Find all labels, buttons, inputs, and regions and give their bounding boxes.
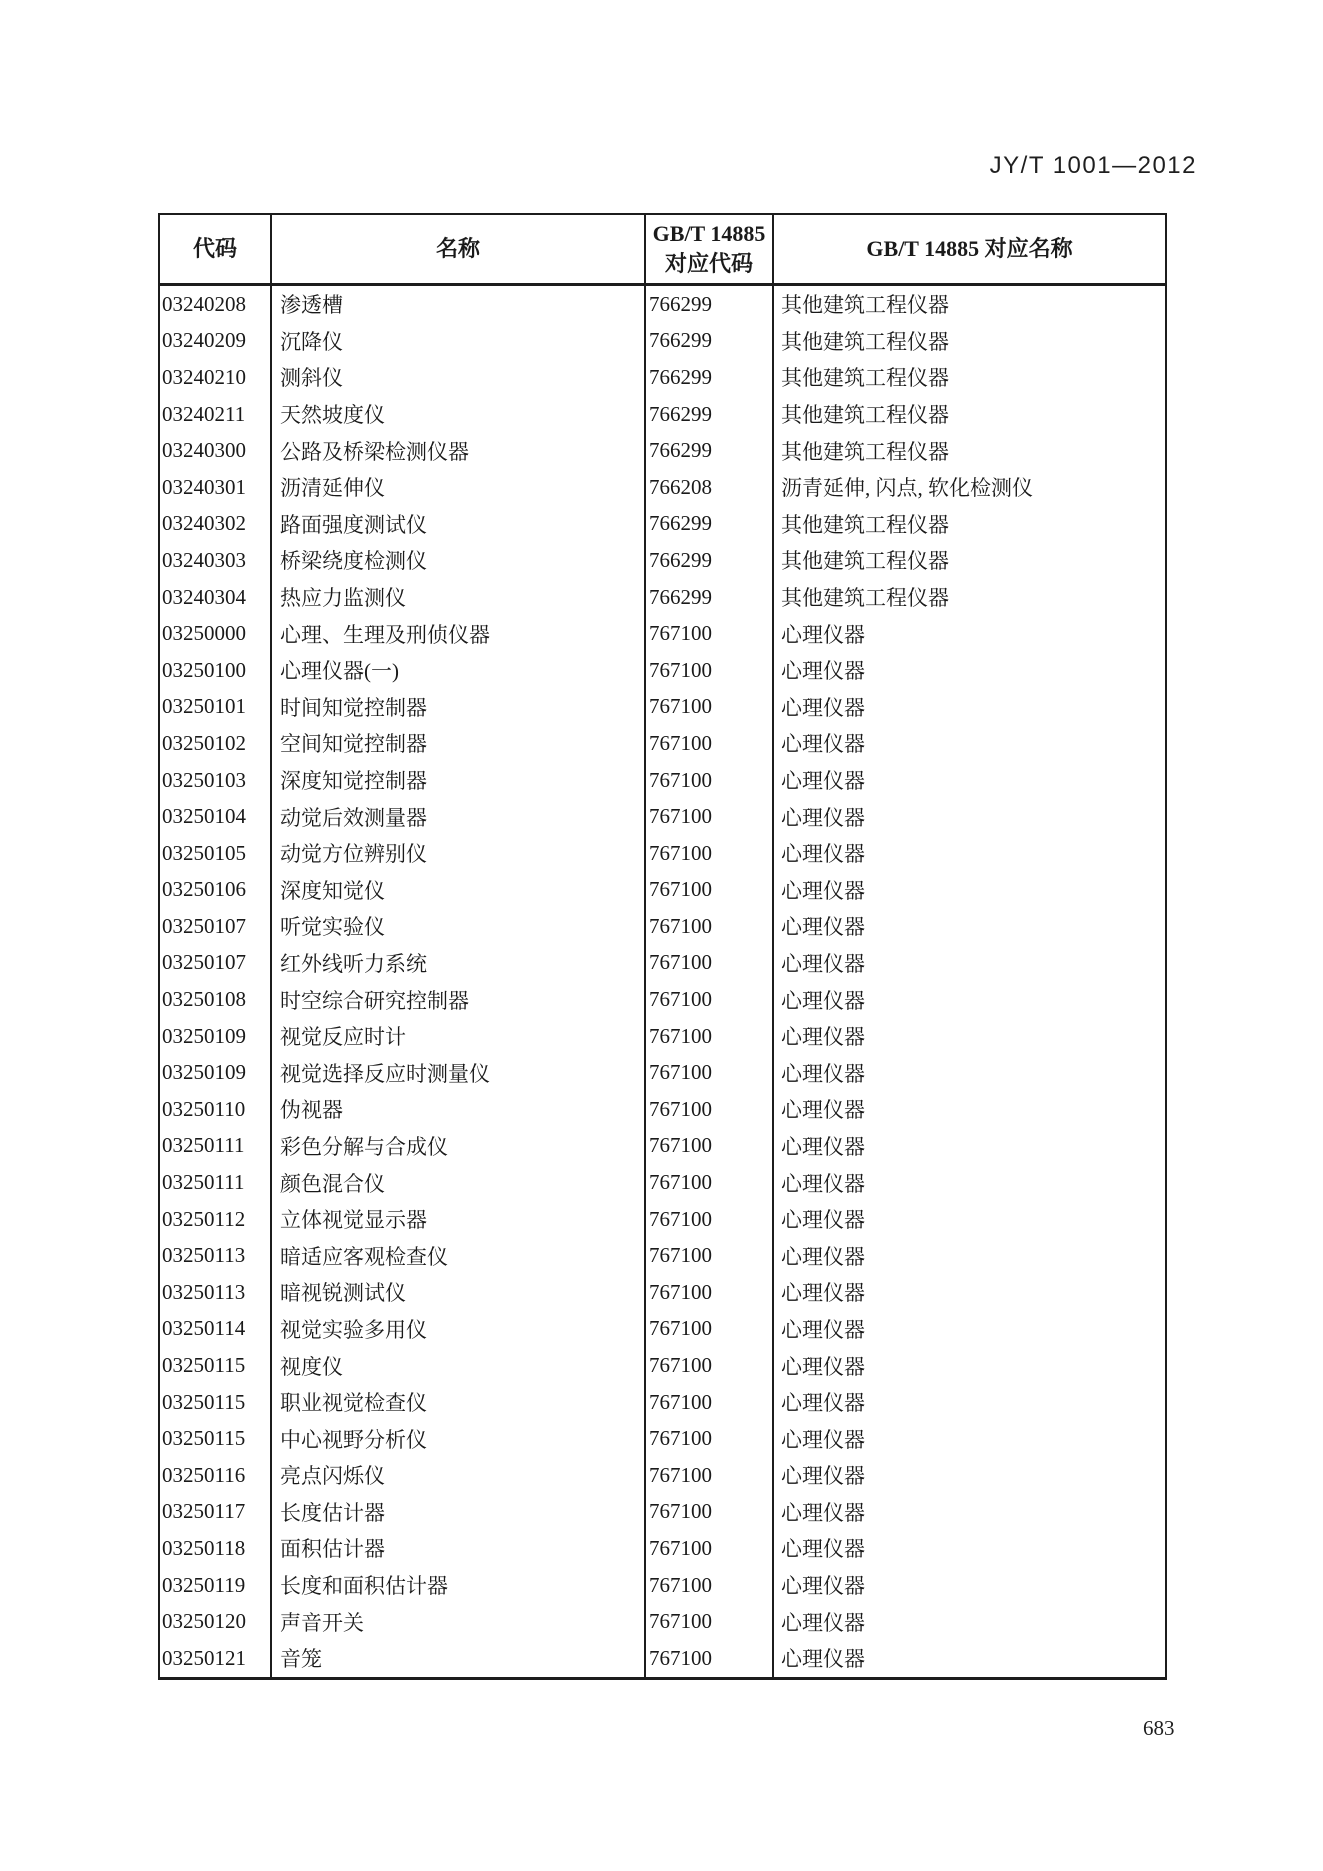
table-row [160, 1603, 1165, 1640]
header-gb-name [774, 215, 1165, 283]
cell-code: 03240301 [160, 469, 272, 506]
cell-name: 颜色混合仪 [272, 1164, 646, 1201]
table-row [160, 396, 1165, 433]
cell-code: 03250101 [160, 689, 272, 726]
header-name [272, 215, 646, 283]
cell-name: 深度知觉仪 [272, 872, 646, 909]
cell-gb-name: 心理仪器 [781, 1244, 865, 1269]
table-row [160, 359, 1165, 396]
header-gb-name-label: GB/T 14885 对应名称 [866, 236, 1073, 261]
cell-code: 03250107 [160, 908, 272, 945]
cell-code: 03250105 [160, 835, 272, 872]
cell-gb-code: 767100 [646, 1018, 774, 1055]
cell-gb-name: 心理仪器 [781, 1354, 865, 1379]
table-row [160, 798, 1165, 835]
cell-gb-name: 其他建筑工程仪器 [781, 403, 949, 428]
cell-name: 声音开关 [272, 1603, 646, 1640]
cell-name: 面积估计器 [272, 1530, 646, 1567]
cell-name: 测斜仪 [272, 359, 646, 396]
cell-gb-name: 心理仪器 [781, 1610, 865, 1635]
cell-gb-name: 心理仪器 [781, 878, 865, 903]
cell-gb-name: 心理仪器 [781, 988, 865, 1013]
cell-gb-code: 766299 [646, 506, 774, 543]
cell-name: 中心视野分析仪 [272, 1420, 646, 1457]
cell-name: 暗视锐测试仪 [272, 1274, 646, 1311]
cell-name: 长度和面积估计器 [272, 1567, 646, 1604]
cell-gb-name: 心理仪器 [781, 1171, 865, 1196]
cell-gb-name: 心理仪器 [781, 951, 865, 976]
cell-gb-code: 767100 [646, 1567, 774, 1604]
cell-gb-name: 其他建筑工程仪器 [781, 439, 949, 464]
cell-code: 03250102 [160, 725, 272, 762]
cell-gb-code: 766299 [646, 542, 774, 579]
cell-name: 伪视器 [272, 1091, 646, 1128]
cell-gb-name: 心理仪器 [781, 1427, 865, 1452]
cell-gb-name: 心理仪器 [781, 1025, 865, 1050]
cell-gb-code: 767100 [646, 1530, 774, 1567]
cell-code: 03250120 [160, 1603, 272, 1640]
cell-name: 职业视觉检查仪 [272, 1384, 646, 1421]
cell-name: 沉降仪 [272, 323, 646, 360]
cell-name: 深度知觉控制器 [272, 762, 646, 799]
cell-gb-name: 心理仪器 [781, 805, 865, 830]
table-row [160, 1420, 1165, 1457]
cell-gb-name: 其他建筑工程仪器 [781, 329, 949, 354]
cell-gb-name: 心理仪器 [781, 1317, 865, 1342]
table-row [160, 1347, 1165, 1384]
header-code-label: 代码 [192, 236, 237, 261]
cell-code: 03250100 [160, 652, 272, 689]
code-mapping-table [158, 213, 1167, 1680]
cell-name: 音笼 [272, 1640, 646, 1677]
cell-name: 天然坡度仪 [272, 396, 646, 433]
cell-code: 03250112 [160, 1201, 272, 1238]
cell-gb-code: 767100 [646, 945, 774, 982]
cell-gb-name: 心理仪器 [781, 695, 865, 720]
cell-gb-name: 心理仪器 [781, 1464, 865, 1489]
cell-gb-code: 766299 [646, 323, 774, 360]
cell-name: 时空综合研究控制器 [272, 981, 646, 1018]
cell-gb-code: 767100 [646, 908, 774, 945]
table-row [160, 945, 1165, 982]
cell-gb-name: 心理仪器 [781, 1647, 865, 1672]
cell-code: 03240211 [160, 396, 272, 433]
cell-code: 03250000 [160, 615, 272, 652]
cell-code: 03250113 [160, 1237, 272, 1274]
cell-gb-code: 767100 [646, 798, 774, 835]
table-row [160, 286, 1165, 323]
cell-gb-code: 767100 [646, 1494, 774, 1531]
cell-gb-name: 心理仪器 [781, 659, 865, 684]
cell-name: 时间知觉控制器 [272, 689, 646, 726]
table-row [160, 1054, 1165, 1091]
cell-code: 03250117 [160, 1494, 272, 1531]
cell-gb-name: 其他建筑工程仪器 [781, 293, 949, 318]
header-gb-code [646, 215, 774, 283]
cell-name: 动觉后效测量器 [272, 798, 646, 835]
cell-name: 沥清延伸仪 [272, 469, 646, 506]
cell-code: 03250115 [160, 1384, 272, 1421]
table-row [160, 1530, 1165, 1567]
table-row [160, 1567, 1165, 1604]
cell-name: 渗透槽 [272, 286, 646, 323]
table-row [160, 1274, 1165, 1311]
cell-name: 路面强度测试仪 [272, 506, 646, 543]
cell-name: 视觉实验多用仪 [272, 1311, 646, 1348]
cell-gb-code: 767100 [646, 1164, 774, 1201]
cell-name: 长度估计器 [272, 1494, 646, 1531]
cell-gb-name: 心理仪器 [781, 732, 865, 757]
table-header-row [160, 215, 1165, 286]
table-row [160, 1164, 1165, 1201]
cell-gb-name: 心理仪器 [781, 622, 865, 647]
table-row [160, 615, 1165, 652]
table-row [160, 1018, 1165, 1055]
cell-code: 03250115 [160, 1347, 272, 1384]
cell-gb-name: 心理仪器 [781, 1098, 865, 1123]
cell-name: 空间知觉控制器 [272, 725, 646, 762]
cell-gb-name: 心理仪器 [781, 842, 865, 867]
cell-gb-code: 767100 [646, 1384, 774, 1421]
cell-name: 视觉反应时计 [272, 1018, 646, 1055]
cell-name: 心理仪器(一) [272, 652, 646, 689]
cell-gb-code: 767100 [646, 1347, 774, 1384]
table-row [160, 1494, 1165, 1531]
table-row [160, 1384, 1165, 1421]
cell-gb-name: 其他建筑工程仪器 [781, 512, 949, 537]
page-number: 683 [1143, 1716, 1175, 1740]
table-row [160, 872, 1165, 909]
cell-gb-code: 767100 [646, 1201, 774, 1238]
cell-gb-code: 767100 [646, 1128, 774, 1165]
cell-code: 03250109 [160, 1054, 272, 1091]
cell-gb-code: 767100 [646, 1091, 774, 1128]
cell-name: 热应力监测仪 [272, 579, 646, 616]
cell-name: 视度仪 [272, 1347, 646, 1384]
table-row [160, 469, 1165, 506]
table-body [160, 286, 1165, 1677]
cell-code: 03250113 [160, 1274, 272, 1311]
cell-name: 听觉实验仪 [272, 908, 646, 945]
table-row [160, 542, 1165, 579]
cell-gb-code: 767100 [646, 615, 774, 652]
cell-code: 03250118 [160, 1530, 272, 1567]
cell-gb-name: 心理仪器 [781, 769, 865, 794]
cell-gb-name: 其他建筑工程仪器 [781, 549, 949, 574]
table-row [160, 1311, 1165, 1348]
cell-code: 03240209 [160, 323, 272, 360]
cell-code: 03250111 [160, 1128, 272, 1165]
table-row [160, 1128, 1165, 1165]
cell-gb-code: 767100 [646, 872, 774, 909]
cell-gb-code: 766299 [646, 396, 774, 433]
table-row [160, 432, 1165, 469]
cell-code: 03250110 [160, 1091, 272, 1128]
cell-gb-name: 心理仪器 [781, 1537, 865, 1562]
header-code [160, 215, 272, 283]
cell-code: 03250108 [160, 981, 272, 1018]
table-row [160, 835, 1165, 872]
cell-gb-code: 767100 [646, 1457, 774, 1494]
cell-name: 红外线听力系统 [272, 945, 646, 982]
cell-gb-name: 心理仪器 [781, 1391, 865, 1416]
header-gb-code-line2: 对应代码 [664, 251, 753, 276]
cell-gb-name: 其他建筑工程仪器 [781, 366, 949, 391]
cell-code: 03250107 [160, 945, 272, 982]
cell-code: 03240302 [160, 506, 272, 543]
table-row [160, 1640, 1165, 1677]
cell-gb-code: 767100 [646, 762, 774, 799]
cell-gb-name: 沥青延伸, 闪点, 软化检测仪 [781, 476, 1033, 501]
table-row [160, 689, 1165, 726]
table-row [160, 908, 1165, 945]
header-name-label: 名称 [435, 236, 480, 261]
cell-code: 03240208 [160, 286, 272, 323]
cell-gb-code: 766299 [646, 579, 774, 616]
cell-name: 桥梁绕度检测仪 [272, 542, 646, 579]
cell-code: 03250104 [160, 798, 272, 835]
cell-gb-code: 767100 [646, 1420, 774, 1457]
cell-code: 03250116 [160, 1457, 272, 1494]
cell-gb-code: 766299 [646, 432, 774, 469]
cell-name: 立体视觉显示器 [272, 1201, 646, 1238]
table-row [160, 1457, 1165, 1494]
cell-name: 暗适应客观检查仪 [272, 1237, 646, 1274]
cell-code: 03240300 [160, 432, 272, 469]
cell-gb-code: 767100 [646, 725, 774, 762]
cell-gb-code: 767100 [646, 689, 774, 726]
cell-gb-name: 心理仪器 [781, 1574, 865, 1599]
cell-name: 亮点闪烁仪 [272, 1457, 646, 1494]
cell-gb-code: 767100 [646, 1237, 774, 1274]
cell-gb-code: 767100 [646, 981, 774, 1018]
cell-code: 03250115 [160, 1420, 272, 1457]
cell-gb-name: 心理仪器 [781, 1134, 865, 1159]
cell-name: 心理、生理及刑侦仪器 [272, 615, 646, 652]
cell-code: 03250111 [160, 1164, 272, 1201]
cell-gb-name: 其他建筑工程仪器 [781, 586, 949, 611]
cell-gb-name: 心理仪器 [781, 1208, 865, 1233]
cell-gb-code: 767100 [646, 835, 774, 872]
table-row [160, 725, 1165, 762]
cell-gb-name: 心理仪器 [781, 1500, 865, 1525]
cell-code: 03240304 [160, 579, 272, 616]
cell-gb-code: 766299 [646, 286, 774, 323]
cell-name: 视觉选择反应时测量仪 [272, 1054, 646, 1091]
cell-code: 03240210 [160, 359, 272, 396]
table-row [160, 1237, 1165, 1274]
cell-code: 03250103 [160, 762, 272, 799]
table-row [160, 652, 1165, 689]
cell-code: 03250106 [160, 872, 272, 909]
cell-gb-name: 心理仪器 [781, 1061, 865, 1086]
cell-gb-code: 767100 [646, 1603, 774, 1640]
table-row [160, 506, 1165, 543]
cell-gb-code: 767100 [646, 1054, 774, 1091]
cell-gb-name: 心理仪器 [781, 1281, 865, 1306]
table-row [160, 323, 1165, 360]
cell-code: 03250121 [160, 1640, 272, 1677]
header-gb-code-line1: GB/T 14885 [652, 221, 766, 246]
cell-code: 03250119 [160, 1567, 272, 1604]
cell-gb-code: 766299 [646, 359, 774, 396]
cell-gb-code: 767100 [646, 652, 774, 689]
cell-name: 公路及桥梁检测仪器 [272, 432, 646, 469]
table-row [160, 1091, 1165, 1128]
standard-code: JY/T 1001—2012 [989, 152, 1197, 179]
table-row [160, 981, 1165, 1018]
cell-gb-code: 767100 [646, 1311, 774, 1348]
cell-name: 彩色分解与合成仪 [272, 1128, 646, 1165]
table-row [160, 762, 1165, 799]
table-row [160, 579, 1165, 616]
cell-gb-name: 心理仪器 [781, 915, 865, 940]
cell-name: 动觉方位辨别仪 [272, 835, 646, 872]
cell-gb-code: 767100 [646, 1640, 774, 1677]
cell-code: 03250109 [160, 1018, 272, 1055]
cell-gb-code: 766208 [646, 469, 774, 506]
table-row [160, 1201, 1165, 1238]
cell-code: 03240303 [160, 542, 272, 579]
cell-code: 03250114 [160, 1311, 272, 1348]
cell-gb-code: 767100 [646, 1274, 774, 1311]
